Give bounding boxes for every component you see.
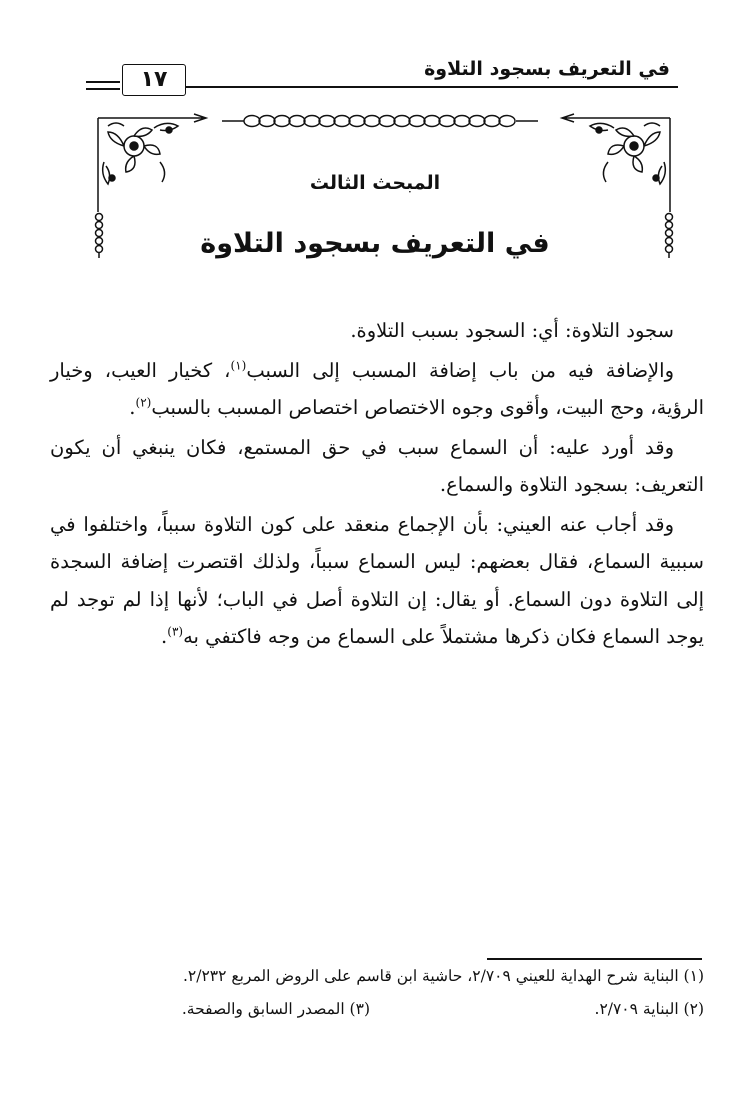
paragraph-1: سجود التلاوة: أي: السجود بسبب التلاوة. <box>350 319 674 342</box>
header-rule-left-bottom <box>86 88 120 90</box>
paragraph-2-part-a: والإضافة فيه من باب إضافة المسبب إلى السبب <box>246 358 674 382</box>
paragraph-4 <box>50 506 704 656</box>
header-rule-left-top <box>86 81 120 83</box>
paragraph-2 <box>50 352 704 427</box>
section-label: المبحث الثالث <box>309 172 441 194</box>
footnote-ref-3[interactable]: (٣) <box>167 624 184 639</box>
footnote-1: (١) البناية شرح الهداية للعيني ٢/٧٠٩، حاشية ابن قاسم على الروض المربع ٢/٢٣٢. <box>182 967 704 985</box>
page-number: ١٧ <box>122 64 186 96</box>
paragraph-3: وقد أورد عليه: أن السماع سبب في حق المستمع، فكان ينبغي أن يكون التعريف: بسجود التلاوة والسماع. <box>50 435 704 496</box>
footnote-2: (٢) البناية ٢/٧٠٩. <box>594 1000 704 1018</box>
footnote-ref-2[interactable]: (٢) <box>135 395 152 410</box>
running-header-title: في التعريف بسجود التلاوة <box>424 58 670 80</box>
footnote-3: (٣) المصدر السابق والصفحة. <box>181 1000 370 1018</box>
header-rule-right <box>186 86 678 88</box>
paragraph-4-part-a: وقد أجاب عنه العيني: بأن الإجماع منعقد على كون التلاوة سبباً، واختلفوا في سببية السماع، فقال بعضهم: ليس السماع سبباً، ولذلك اقتصرت إضافة السجدة إلى التلاوة دون السماع. أو يقال: إن التلاوة أصل في الباب؛ لأنها إذا لم توجد لم يوجد السماع فكان ذكرها مشتملاً على السماع من وجه فاكتفي به <box>50 512 704 648</box>
body-text <box>50 312 704 656</box>
footnote-rule <box>487 958 702 960</box>
paragraph-4-part-c: . <box>161 625 168 648</box>
paragraph-2-part-b: ، كخيار العيب، وخيار الرؤية، وحج البيت، وأقوى وجوه الاختصاص اختصاص المسبب بالسبب <box>50 358 704 419</box>
chapter-title: في التعريف بسجود التلاوة <box>200 228 550 259</box>
paragraph-2-part-c: . <box>129 396 136 419</box>
chain-ornament <box>220 110 540 132</box>
footnote-ref-1[interactable]: (١) <box>230 358 247 372</box>
